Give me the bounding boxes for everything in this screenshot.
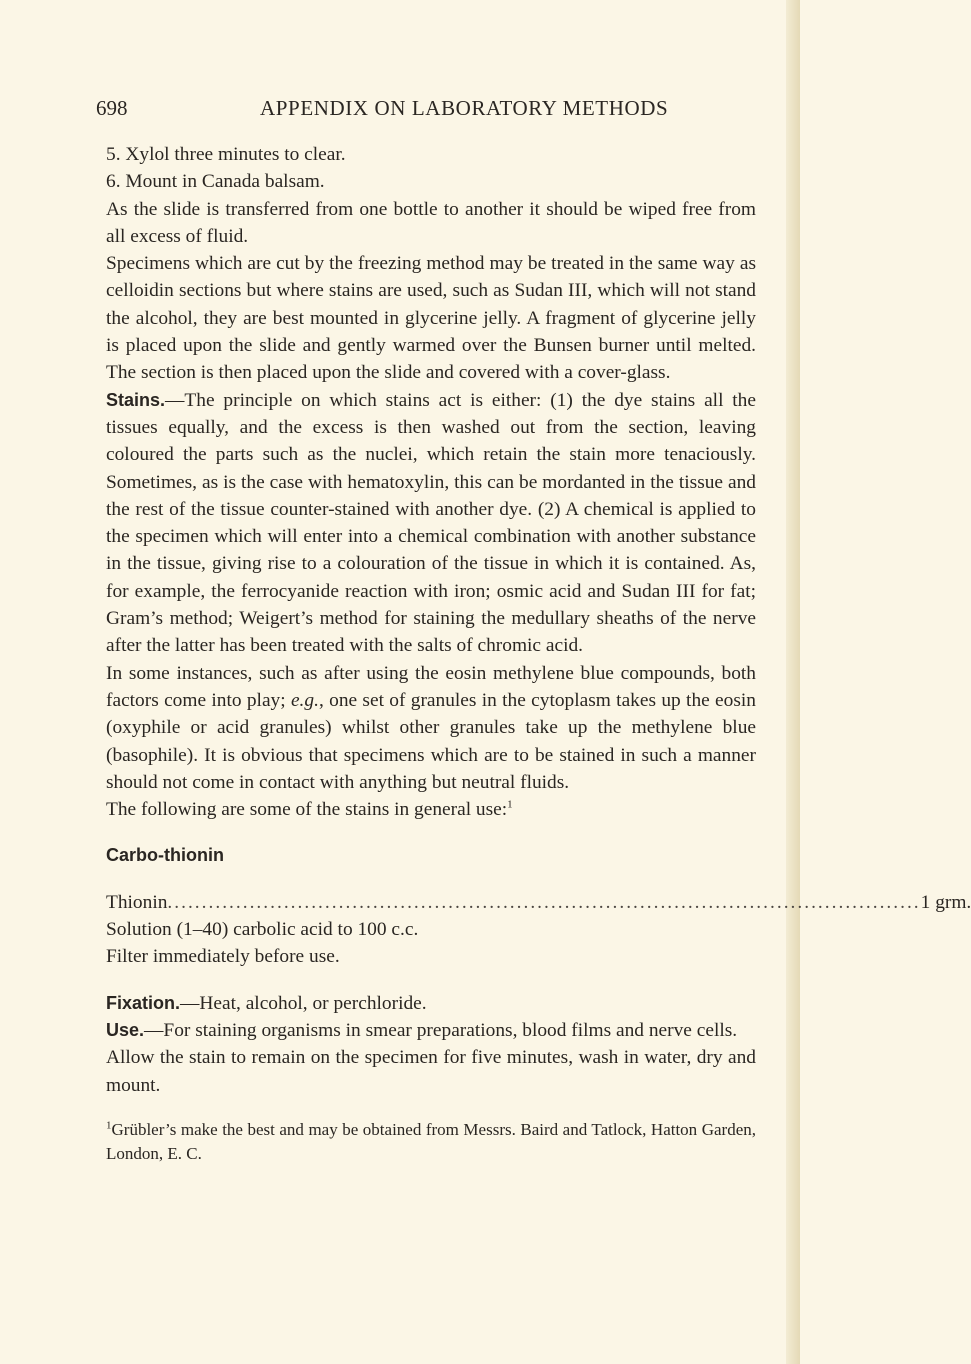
paragraph-slide-transfer: As the slide is transferred from one bottle to another it should be wiped free from all excess of fluid. xyxy=(106,198,756,247)
footnote-text: Grübler’s make the best and may be obtained from Messrs. Baird and Tatlock, Hatton Garden, London, E. C. xyxy=(106,1119,756,1163)
paragraph-instances xyxy=(106,660,756,796)
instances-eg: e.g. xyxy=(290,689,319,711)
paragraph-stains xyxy=(106,387,756,660)
instances-text-a: In some instances, such as after using the eosin methylene blue compounds, both factors come into play; xyxy=(106,662,756,711)
page-number: 698 xyxy=(96,96,128,120)
paragraph-following xyxy=(106,796,756,823)
following-text: The following are some of the stains in general use: xyxy=(106,799,508,821)
recipe-title: Carbo-thionin xyxy=(106,845,224,866)
recipe-ingredient: Thionin xyxy=(106,891,168,913)
paragraph-fixation xyxy=(106,990,756,1017)
footnote xyxy=(106,1118,756,1166)
running-header xyxy=(96,90,756,126)
recipe-ingredient-row xyxy=(106,889,971,916)
paragraph-use xyxy=(106,1017,756,1044)
paragraph-freezing-method: Specimens which are cut by the freezing method may be treated in the same way as celloidin sections but where stains are used, such as Sudan III, which will not stand the alcohol, they are best mounted in glycerine jelly. A fragment of glycerine jelly is placed upon the slide and gently warmed over the Bunsen burner until melted. The section is then placed upon the slide and covered with a cover-glass. xyxy=(106,253,756,384)
step-6: 6. Mount in Canada balsam. xyxy=(106,171,325,193)
paragraph-allow: Allow the stain to remain on the specimen for five minutes, wash in water, dry and mount. xyxy=(106,1047,756,1096)
recipe-amount: 1 grm. xyxy=(920,891,971,913)
fixation-heading: Fixation. xyxy=(106,992,181,1013)
instances-text-b: , one set of granules in the cytoplasm takes up the eosin (oxyphile or acid granules) whilst other granules take up the methylene blue (basophile). It is obvious that specimens which are to be stained in such a manner should not come in contact with anything but neutral fluids. xyxy=(106,689,756,793)
footnote-reference: 1 xyxy=(507,798,513,811)
stains-body: —The principle on which stains act is either: (1) the dye stains all the tissues equally, and the excess is then washed out from the section, leaving coloured the parts such as the nuclei, which retain the stain more tenaciously. Sometimes, as is the case with hematoxylin, this can be mordanted in the tissue and the rest of the tissue counter-stained with another dye. (2) A chemical is applied to the specimen which will enter into a chemical combination with another substance in the tissue, giving rise to a colouration of the tissue in which it is contained. As, for example, the ferrocyanide reaction with iron; osmic acid and Sudan III for fat; Gram’s method; Weigert’s method for staining the medullary sheaths of the nerve after the latter has been treated with the salts of chromic acid. xyxy=(106,389,756,657)
recipe-solution: Solution (1–40) carbolic acid to 100 c.c. xyxy=(106,919,419,941)
stains-heading: Stains. xyxy=(106,389,166,410)
body-text xyxy=(106,141,971,1166)
recipe-filter: Filter immediately before use. xyxy=(106,946,340,968)
step-5: 5. Xylol three minutes to clear. xyxy=(106,144,346,165)
page-edge-shadow xyxy=(786,0,800,1364)
footnote-mark: 1 xyxy=(106,1119,112,1132)
book-page xyxy=(96,90,971,1163)
dot-leaders: .............................................................................................................. xyxy=(167,891,921,913)
running-title: APPENDIX ON LABORATORY METHODS xyxy=(260,96,669,120)
use-body: —For staining organisms in smear preparations, blood films and nerve cells. xyxy=(144,1019,738,1041)
fixation-body: —Heat, alcohol, or perchloride. xyxy=(180,992,427,1014)
use-heading: Use. xyxy=(106,1019,145,1040)
